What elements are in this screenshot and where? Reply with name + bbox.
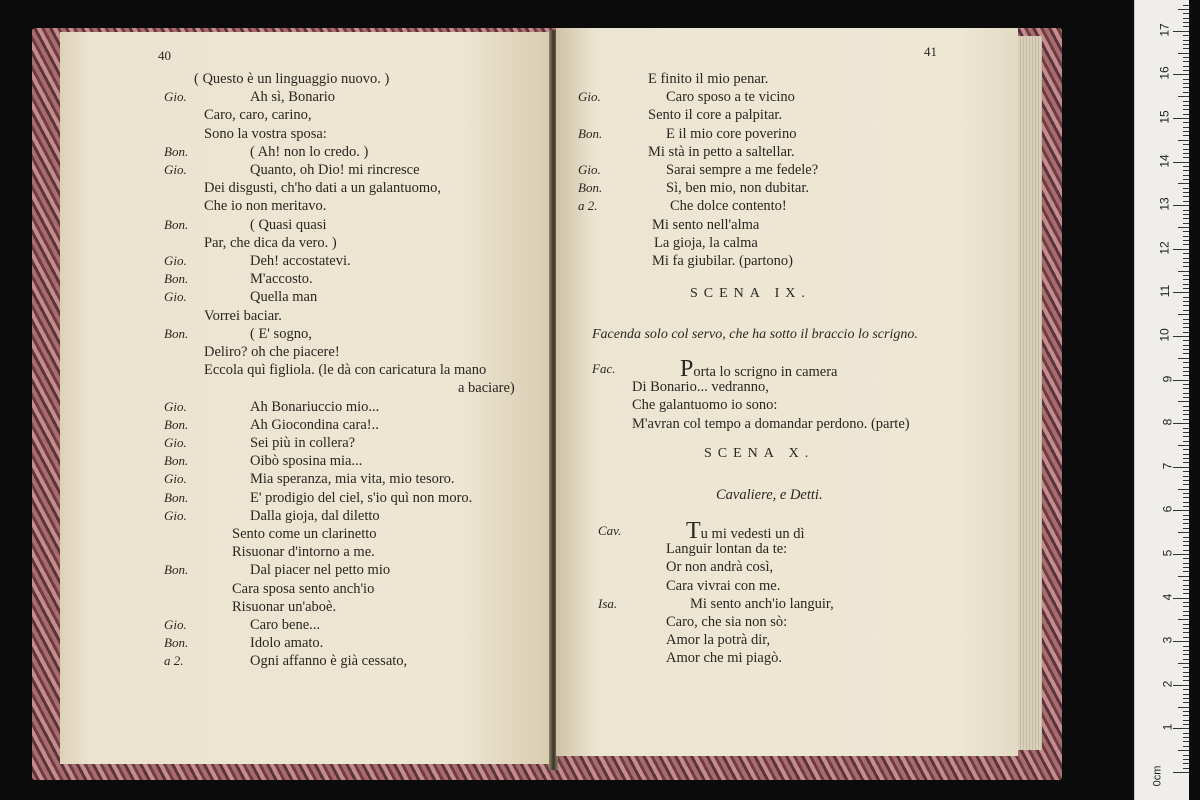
- ruler-tick: [1183, 667, 1189, 668]
- ruler-tick: [1183, 654, 1189, 655]
- scene-heading-x: SCENA X.: [704, 446, 815, 461]
- ruler-tick: [1183, 650, 1189, 651]
- ruler-tick: [1183, 589, 1189, 590]
- ruler-tick: [1183, 244, 1189, 245]
- verse-line: M'avran col tempo a domandar perdono. (parte): [632, 415, 910, 432]
- ruler-tick: [1183, 676, 1189, 677]
- ruler-tick: [1183, 733, 1189, 734]
- ruler-tick: [1183, 528, 1189, 529]
- verse-line: M'accosto.: [250, 271, 313, 288]
- ruler-tick: [1183, 301, 1189, 302]
- ruler-tick: [1183, 18, 1189, 19]
- speaker-label: Bon.: [164, 325, 189, 341]
- verse-line: Deliro? oh che piacere!: [204, 344, 340, 360]
- ruler-tick: [1183, 179, 1189, 180]
- speaker-label: a 2.: [164, 653, 184, 669]
- verse-line-rest: u mi vedesti un dì: [700, 526, 805, 542]
- ruler-tick: [1183, 711, 1189, 712]
- ruler-tick: [1183, 694, 1189, 695]
- ruler-tick: [1183, 720, 1189, 721]
- ruler-tick: [1183, 231, 1189, 232]
- ruler-tick: [1178, 140, 1189, 141]
- ruler-tick: [1183, 763, 1189, 764]
- ruler-tick: [1183, 384, 1189, 385]
- ruler-tick: [1183, 628, 1189, 629]
- ruler-tick: [1183, 462, 1189, 463]
- ruler-tick: [1183, 737, 1189, 738]
- ruler-tick: [1183, 476, 1189, 477]
- ruler-tick: [1173, 554, 1189, 555]
- ruler-tick: [1183, 506, 1189, 507]
- verse-line: Caro bene...: [250, 617, 321, 633]
- ruler-tick: [1173, 162, 1189, 163]
- ruler-tick: [1173, 641, 1189, 642]
- verse-line: Or non andrà così,: [666, 559, 774, 576]
- verse-line: ( Quasi quasi: [250, 216, 327, 233]
- ruler-tick: [1178, 9, 1189, 10]
- ruler-number: 15: [1157, 110, 1172, 124]
- verse-line: Amor che mi piagò.: [666, 650, 782, 667]
- verse-line: E finito il mio penar.: [648, 71, 769, 87]
- speaker-label: Gio.: [164, 471, 187, 487]
- ruler-tick: [1183, 606, 1189, 607]
- verse-line: Mi stà in petto a saltellar.: [648, 143, 795, 160]
- ruler-number: 3: [1160, 636, 1175, 644]
- ruler-tick: [1183, 101, 1189, 102]
- ruler-tick: [1183, 406, 1189, 407]
- ruler-tick: [1178, 750, 1189, 751]
- ruler-tick: [1183, 40, 1189, 41]
- page-number: 41: [924, 44, 937, 59]
- verse-line: Sono la vostra sposa:: [204, 125, 327, 142]
- ruler-number: 17: [1157, 23, 1172, 37]
- ruler-tick: [1183, 26, 1189, 27]
- ruler-tick: [1183, 236, 1189, 237]
- ruler-tick: [1183, 275, 1189, 276]
- speaker-label: Gio.: [164, 435, 187, 450]
- ruler-tick: [1183, 210, 1189, 211]
- ruler-tick: [1173, 728, 1189, 729]
- ruler-tick: [1183, 375, 1189, 376]
- verse-line: Di Bonario... vedranno,: [632, 379, 769, 396]
- ruler-tick: [1183, 563, 1189, 564]
- verse-line: Mi sento nell'alma: [652, 216, 760, 233]
- verse-line: Sì, ben mio, non dubitar.: [666, 180, 809, 197]
- verse-line: Par, che dica da vero. ): [204, 234, 337, 251]
- ruler-tick: [1178, 401, 1189, 402]
- ruler-tick: [1183, 611, 1189, 612]
- ruler-number: 1: [1160, 724, 1175, 731]
- verse-line: Risuonar d'intorno a me.: [232, 544, 375, 561]
- ruler-tick: [1183, 201, 1189, 202]
- ruler-tick: [1183, 105, 1189, 106]
- ruler-tick: [1183, 262, 1189, 263]
- ruler-tick: [1178, 271, 1189, 272]
- verse-line: Languir lontan da te:: [666, 541, 788, 558]
- verse-line: Che dolce contento!: [670, 198, 787, 215]
- ruler-tick: [1183, 637, 1189, 638]
- ruler-tick: [1183, 92, 1189, 93]
- ruler-tick: [1183, 258, 1189, 259]
- verse-line: Quanto, oh Dio! mi rincresce: [250, 162, 420, 178]
- ruler-tick: [1183, 585, 1189, 586]
- ruler-tick: [1183, 672, 1189, 673]
- ruler-tick: [1183, 759, 1189, 760]
- verse-line: Dal piacer nel petto mio: [250, 562, 391, 579]
- ruler-tick: [1183, 214, 1189, 215]
- verse-line: ( Ah! non lo credo. ): [250, 143, 369, 160]
- ruler-number: 2: [1160, 680, 1175, 688]
- verse-line: Idolo amato.: [250, 635, 324, 652]
- ruler-tick: [1173, 685, 1189, 686]
- ruler-tick: [1183, 471, 1189, 472]
- ruler-tick: [1183, 323, 1189, 324]
- ruler-tick: [1183, 353, 1189, 354]
- ruler-tick: [1183, 698, 1189, 699]
- ruler-tick: [1183, 367, 1189, 368]
- ruler-tick: [1183, 48, 1189, 49]
- ruler-tick: [1183, 755, 1189, 756]
- ruler-tick: [1183, 35, 1189, 36]
- speaker-label: Fac.: [592, 361, 616, 376]
- ruler-tick: [1173, 118, 1189, 119]
- ruler-tick: [1183, 741, 1189, 742]
- ruler-tick: [1183, 57, 1189, 58]
- speaker-label: Bon.: [164, 635, 189, 651]
- stage-direction: Cavaliere, e Detti.: [716, 487, 823, 503]
- ruler-tick: [1178, 663, 1189, 664]
- ruler-tick: [1183, 70, 1189, 71]
- ruler-number: 10: [1157, 328, 1172, 342]
- ruler-tick: [1183, 602, 1189, 603]
- ruler-tick: [1173, 423, 1189, 424]
- verse-line: Caro, caro, carino,: [204, 107, 312, 124]
- ruler-tick: [1183, 157, 1189, 158]
- speaker-label: Gio.: [164, 89, 187, 105]
- ruler-tick: [1183, 480, 1189, 481]
- ruler-tick: [1183, 349, 1189, 350]
- ruler-tick: [1173, 467, 1189, 468]
- verse-line: Ah sì, Bonario: [250, 89, 335, 106]
- ruler-number: 14: [1157, 153, 1172, 168]
- stage-direction: Facenda solo col servo, che ha sotto il braccio lo scrigno.: [592, 327, 918, 342]
- ruler-tick: [1183, 192, 1189, 193]
- speaker-label: Bon.: [164, 271, 189, 287]
- verse-line-rest: orta lo scrigno in camera: [693, 364, 838, 380]
- ruler-tick: [1183, 253, 1189, 254]
- ruler-tick: [1183, 689, 1189, 690]
- ruler-tick: [1183, 580, 1189, 581]
- ruler-tick: [1183, 593, 1189, 594]
- ruler-tick: [1183, 388, 1189, 389]
- page-edges: [1018, 36, 1042, 750]
- ruler-tick: [1173, 336, 1189, 337]
- ruler-tick: [1183, 288, 1189, 289]
- verse-line: Risuonar un'aboè.: [232, 598, 337, 615]
- speaker-label: Gio.: [164, 289, 187, 305]
- ruler-tick: [1183, 279, 1189, 280]
- ruler-number: 4: [1160, 593, 1175, 600]
- ruler-tick: [1183, 632, 1189, 633]
- ruler-tick: [1183, 397, 1189, 398]
- ruler-tick: [1183, 414, 1189, 415]
- verse-line: Ogni affanno è già cessato,: [250, 653, 408, 670]
- speaker-label: Gio.: [164, 398, 187, 414]
- ruler-tick: [1183, 432, 1189, 433]
- ruler-tick: [1183, 297, 1189, 298]
- ruler-tick: [1183, 170, 1189, 171]
- ruler-tick: [1183, 61, 1189, 62]
- speaker-label: Bon.: [164, 143, 189, 159]
- ruler-tick: [1183, 310, 1189, 311]
- ruler-tick: [1183, 218, 1189, 219]
- ruler-number: 6: [1160, 506, 1175, 513]
- measurement-ruler: [1134, 0, 1189, 800]
- verse-line: Sento il core a palpitar.: [648, 107, 783, 124]
- ruler-tick: [1173, 74, 1189, 75]
- ruler-tick: [1183, 79, 1189, 80]
- verse-line: Mia speranza, mia vita, mio tesoro.: [250, 471, 455, 488]
- ruler-tick: [1183, 624, 1189, 625]
- speaker-label: Isa.: [598, 595, 618, 611]
- ruler-tick: [1183, 558, 1189, 559]
- ruler-tick: [1183, 493, 1189, 494]
- verse-line: E il mio core poverino: [666, 125, 797, 142]
- ruler-tick: [1173, 380, 1189, 381]
- ruler-tick: [1183, 127, 1189, 128]
- ruler-tick: [1183, 680, 1189, 681]
- ruler-tick: [1178, 358, 1189, 359]
- speaker-label: Gio.: [164, 162, 187, 177]
- ruler-tick: [1183, 484, 1189, 485]
- ruler-tick: [1183, 240, 1189, 241]
- ruler-tick: [1183, 87, 1189, 88]
- ruler-tick: [1183, 436, 1189, 437]
- verse-line: Vorrei baciar.: [204, 307, 282, 324]
- ruler-tick: [1183, 571, 1189, 572]
- ruler-tick: [1183, 541, 1189, 542]
- speaker-label: Bon.: [578, 125, 603, 141]
- ruler-tick: [1183, 175, 1189, 176]
- ruler-tick: [1178, 489, 1189, 490]
- ruler-tick: [1178, 183, 1189, 184]
- verse-line: Cara vivrai con me.: [666, 577, 781, 594]
- ruler-tick: [1183, 715, 1189, 716]
- verse-line: a baciare): [458, 380, 515, 397]
- ruler-tick: [1183, 393, 1189, 394]
- verse-line: Eccola quì figliola. (le dà con caricatura la mano: [204, 362, 487, 379]
- ruler-number: 7: [1160, 462, 1175, 470]
- ruler-tick: [1183, 345, 1189, 346]
- ruler-tick: [1178, 707, 1189, 708]
- ruler-tick: [1183, 327, 1189, 328]
- verse-line: Deh! accostatevi.: [250, 253, 351, 269]
- verse-line: Mi sento anch'io languir,: [690, 595, 834, 612]
- speaker-label: Bon.: [164, 453, 189, 469]
- verse-line: Dei disgusti, ch'ho dati a un galantuomo,: [204, 180, 441, 197]
- ruler-tick: [1183, 519, 1189, 520]
- ruler-tick: [1183, 188, 1189, 189]
- verse-line: La gioja, la calma: [654, 234, 758, 251]
- ruler-tick: [1183, 131, 1189, 132]
- ruler-tick: [1183, 449, 1189, 450]
- ruler-tick: [1178, 314, 1189, 315]
- ruler-tick: [1183, 22, 1189, 23]
- verse-line: Che galantuomo io sono:: [632, 397, 778, 414]
- ruler-number: 16: [1157, 66, 1172, 81]
- ruler-number: 8: [1160, 418, 1175, 426]
- ruler-tick: [1183, 458, 1189, 459]
- ruler-number: 11: [1157, 285, 1172, 298]
- speaker-label: Bon.: [578, 180, 603, 196]
- ruler-tick: [1183, 153, 1189, 154]
- speaker-label: Bon.: [164, 562, 189, 578]
- ruler-tick: [1173, 772, 1189, 773]
- speaker-label: Bon.: [164, 416, 189, 432]
- ruler-tick: [1173, 510, 1189, 511]
- ruler-tick: [1183, 135, 1189, 136]
- ruler-tick: [1183, 166, 1189, 167]
- ruler-tick: [1183, 746, 1189, 747]
- ruler-tick: [1183, 5, 1189, 6]
- scene-heading-ix: SCENA IX.: [690, 286, 811, 301]
- drop-initial: P: [680, 356, 694, 382]
- ruler-tick: [1178, 532, 1189, 533]
- verse-line: Che io non meritavo.: [204, 198, 327, 215]
- speaker-label: Gio.: [578, 162, 601, 177]
- ruler-tick: [1183, 702, 1189, 703]
- right-page: [556, 28, 1018, 756]
- ruler-tick: [1183, 266, 1189, 267]
- ruler-tick: [1183, 305, 1189, 306]
- ruler-unit-label: 0cm: [1151, 765, 1164, 787]
- ruler-tick: [1183, 523, 1189, 524]
- speaker-label: Gio.: [164, 253, 187, 268]
- ruler-tick: [1183, 550, 1189, 551]
- verse-line: Oibò sposina mia...: [250, 453, 363, 470]
- ruler-tick: [1183, 497, 1189, 498]
- ruler-tick: [1183, 362, 1189, 363]
- ruler-tick: [1173, 249, 1189, 250]
- drop-initial: T: [686, 518, 701, 544]
- ruler-tick: [1173, 292, 1189, 293]
- ruler-tick: [1178, 445, 1189, 446]
- ruler-tick: [1183, 332, 1189, 333]
- ruler-tick: [1183, 371, 1189, 372]
- ruler-tick: [1173, 205, 1189, 206]
- ruler-tick: [1183, 319, 1189, 320]
- ruler-tick: [1183, 122, 1189, 123]
- speaker-label: Gio.: [164, 617, 187, 632]
- ruler-tick: [1183, 66, 1189, 67]
- ruler-tick: [1183, 454, 1189, 455]
- ruler-tick: [1183, 144, 1189, 145]
- ruler-tick: [1178, 96, 1189, 97]
- ruler-number: 13: [1157, 197, 1172, 211]
- ruler-tick: [1183, 114, 1189, 115]
- ruler-tick: [1183, 83, 1189, 84]
- speaker-label: Gio.: [578, 89, 601, 105]
- verse-line: Mi fa giubilar. (partono): [652, 253, 793, 269]
- ruler-tick: [1183, 13, 1189, 14]
- ruler-tick: [1178, 227, 1189, 228]
- ruler-tick: [1183, 768, 1189, 769]
- verse-line: Sarai sempre a me fedele?: [666, 162, 819, 178]
- verse-line: Quella man: [250, 289, 318, 306]
- verse-line: Sento come un clarinetto: [232, 526, 377, 542]
- ruler-tick: [1178, 576, 1189, 577]
- verse-line: ( E' sogno,: [250, 325, 312, 342]
- ruler-tick: [1183, 419, 1189, 420]
- verse-line: ( Questo è un linguaggio nuovo. ): [194, 71, 390, 87]
- ruler-tick: [1173, 31, 1189, 32]
- ruler-tick: [1183, 615, 1189, 616]
- verse-line: Caro sposo a te vicino: [666, 89, 795, 106]
- ruler-tick: [1183, 515, 1189, 516]
- verse-line: Ah Bonariuccio mio...: [250, 398, 380, 415]
- ruler-tick: [1183, 724, 1189, 725]
- verse-line: Dalla gioja, dal diletto: [250, 507, 380, 524]
- ruler-number: 5: [1160, 549, 1175, 557]
- ruler-tick: [1183, 659, 1189, 660]
- ruler-tick: [1183, 646, 1189, 647]
- verse-line: Sei più in collera?: [250, 435, 356, 451]
- ruler-tick: [1178, 53, 1189, 54]
- verse-line: E' prodigio del ciel, s'io quì non moro.: [250, 489, 473, 506]
- speaker-label: Gio.: [164, 507, 187, 523]
- speaker-label: a 2.: [578, 198, 598, 214]
- ruler-tick: [1183, 428, 1189, 429]
- ruler-tick: [1183, 340, 1189, 341]
- ruler-tick: [1183, 196, 1189, 197]
- verse-line: Amor la potrà dir,: [666, 632, 771, 649]
- verse-line: Cara sposa sento anch'io: [232, 580, 375, 597]
- ruler-number: 9: [1160, 375, 1175, 382]
- verse-line: Caro, che sia non sò:: [666, 614, 788, 630]
- ruler-tick: [1183, 223, 1189, 224]
- ruler-tick: [1183, 441, 1189, 442]
- speaker-label: Cav.: [598, 523, 622, 538]
- speaker-label: Bon.: [164, 216, 189, 232]
- ruler-number: 12: [1157, 241, 1172, 255]
- ruler-tick: [1183, 284, 1189, 285]
- ruler-tick: [1178, 619, 1189, 620]
- ruler-tick: [1173, 598, 1189, 599]
- ruler-tick: [1183, 44, 1189, 45]
- verse-line: Ah Giocondina cara!..: [250, 416, 379, 433]
- ruler-tick: [1183, 149, 1189, 150]
- ruler-tick: [1183, 545, 1189, 546]
- ruler-tick: [1183, 537, 1189, 538]
- page-number: 40: [158, 48, 171, 63]
- ruler-tick: [1183, 410, 1189, 411]
- ruler-tick: [1183, 567, 1189, 568]
- ruler-tick: [1183, 502, 1189, 503]
- left-page: [60, 32, 552, 764]
- ruler-tick: [1183, 109, 1189, 110]
- speaker-label: Bon.: [164, 489, 189, 505]
